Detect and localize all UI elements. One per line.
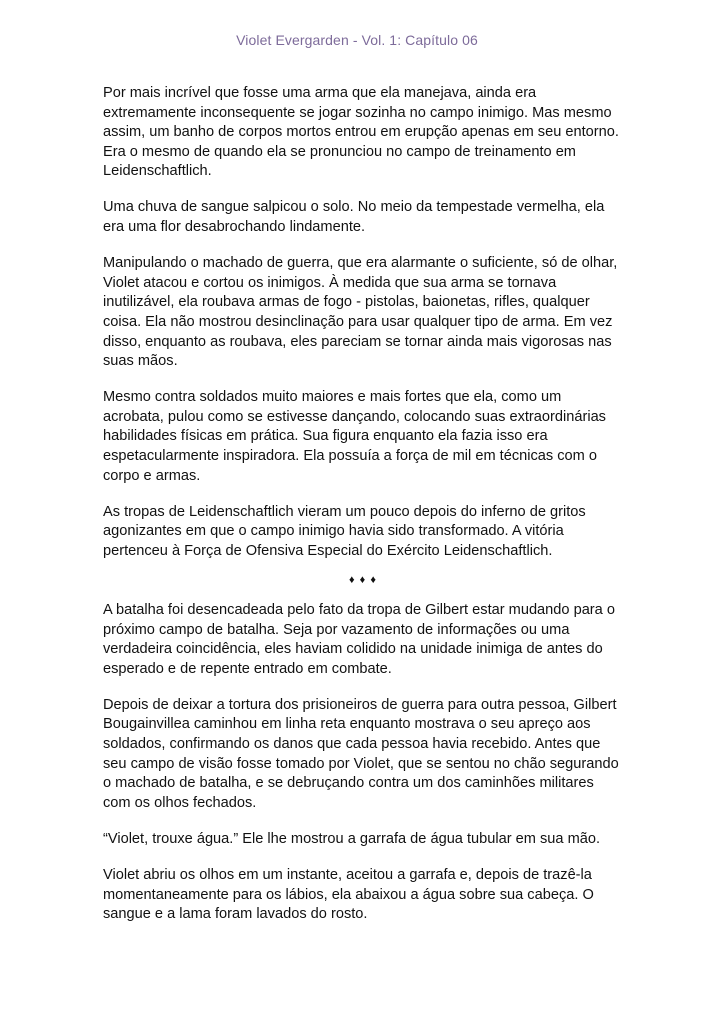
paragraph: A batalha foi desencadeada pelo fato da tropa de Gilbert estar mudando para o próximo campo de batalha. Seja por vazamento de informações ou uma verdadeira coincidência, eles haviam colidido na unidade inimiga de antes do esperado e de repente entrado em combate.	[103, 601, 615, 677]
paragraph: Por mais incrível que fosse uma arma que ela manejava, ainda era extremamente inconsequente se jogar sozinha no campo inimigo. Mas mesmo assim, um banho de corpos mortos entrou em erupção apenas em seu entorno. Era o mesmo de quando ela se pronunciou no campo de treinamento em Leidenschaftlich.	[103, 85, 619, 180]
paragraph: Mesmo contra soldados muito maiores e mais fortes que ela, como um acrobata, pulou como se estivesse dançando, colocando suas extraordinárias habilidades físicas em prática. Sua figura enquanto ela fazia isso era espetacularmente inspiradora. Ela possuía a força de mil em técnicas com o corpo e armas.	[103, 389, 606, 484]
paragraph: Uma chuva de sangue salpicou o solo. No meio da tempestade vermelha, ela era uma flor desabrochando lindamente.	[103, 199, 605, 236]
paragraph: Violet abriu os olhos em um instante, aceitou a garrafa e, depois de trazê-la momentaneamente para os lábios, ela abaixou a água sobre sua cabeça. O sangue e a lama foram lavados do rosto.	[103, 867, 594, 923]
paragraph: Manipulando o machado de guerra, que era alarmante o suficiente, só de olhar, Violet atacou e cortou os inimigos. À medida que sua arma se tornava inutilizável, ela roubava armas de fogo - pistolas, baionetas, rifles, qualquer coisa. Ela não mostrou desinclinação para usar qualquer tipo de arma. Em vez disso, enquanto as roubava, eles pareciam se tornar ainda mais vigorosas nas suas mãos.	[103, 255, 618, 370]
paragraph: As tropas de Leidenschaftlich vieram um pouco depois do inferno de gritos agonizantes em que o campo inimigo havia sido transformado. A vitória pertenceu à Força de Ofensiva Especial do Exército Leidenschaftlich.	[103, 503, 586, 559]
scene-separator: ♦ ♦ ♦	[349, 573, 377, 586]
paragraph: Depois de deixar a tortura dos prisioneiros de guerra para outra pessoa, Gilbert Bougainvillea caminhou em linha reta enquanto mostrava o seu apreço aos soldados, confirmando os danos que cada pessoa havia recebido. Antes que seu campo de visão fosse tomado por Violet, que se sentou no chão segurando o machado de batalha, e se debruçando contra um dos caminhões militares com os olhos fechados.	[103, 696, 619, 811]
page-header: Violet Evergarden - Vol. 1: Capítulo 06	[236, 32, 478, 48]
chapter-text	[103, 84, 623, 941]
paragraph: “Violet, trouxe água.” Ele lhe mostrou a garrafa de água tubular em sua mão.	[103, 830, 601, 847]
